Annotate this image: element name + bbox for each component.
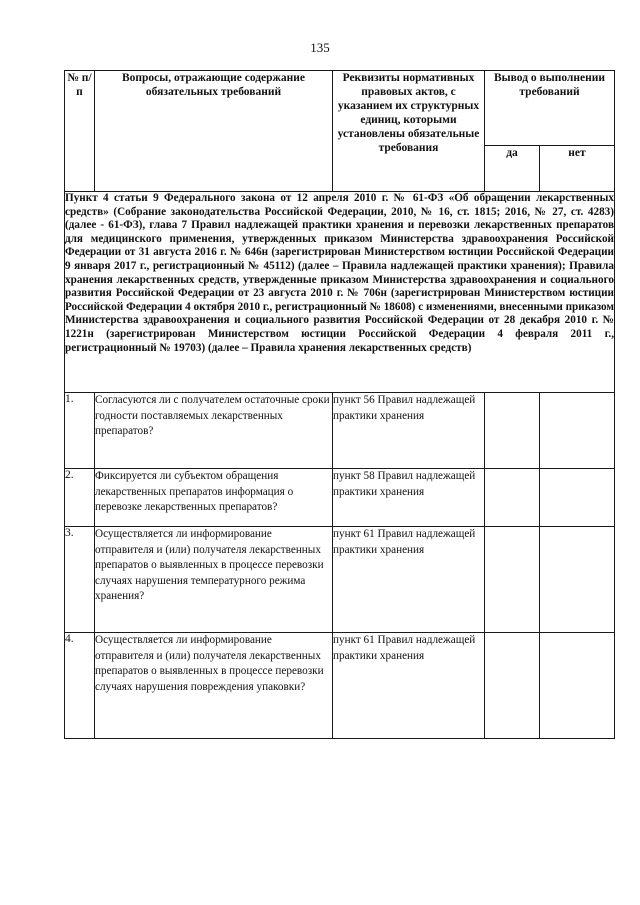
table-row <box>65 633 615 739</box>
row-yes-cell <box>485 469 540 527</box>
row-number: 2. <box>65 469 95 527</box>
table-header-row <box>65 71 615 146</box>
row-number: 4. <box>65 633 95 739</box>
header-yes: да <box>485 146 540 192</box>
row-question: Согласуются ли с получателем остаточные сроки годности поставляемых лекарственных препаратов? <box>95 393 333 469</box>
row-number: 3. <box>65 527 95 633</box>
header-no: нет <box>540 146 615 192</box>
row-yes-cell <box>485 633 540 739</box>
header-conclusion: Вывод о выполнении требований <box>485 71 615 146</box>
row-question: Осуществляется ли информирование отправителя и (или) получателя лекарственных препаратов о выявленных в процессе перевозки случаях нарушения повреждения упаковки? <box>95 633 333 739</box>
row-reference: пункт 56 Правил надлежащей практики хранения <box>333 393 485 469</box>
table-row <box>65 527 615 633</box>
row-no-cell <box>540 633 615 739</box>
page-number: 135 <box>310 40 330 55</box>
row-reference: пункт 61 Правил надлежащей практики хранения <box>333 527 485 633</box>
header-question: Вопросы, отражающие содержание обязательных требований <box>95 71 333 192</box>
row-question: Осуществляется ли информирование отправителя и (или) получателя лекарственных препаратов о выявленных в процессе перевозки случаях нарушения температурного режима хранения? <box>95 527 333 633</box>
row-yes-cell <box>485 393 540 469</box>
header-requisites: Реквизиты нормативных правовых актов, с указанием их структурных единиц, которыми установлены обязательные требования <box>333 71 485 192</box>
legal-basis-text: Пункт 4 статьи 9 Федерального закона от 12 апреля 2010 г. № 61-ФЗ «Об обращении лекарственных средств» (Собрание законодательства Российской Федерации, 2010, № 16, ст. 1815; 2016, № 27, ст. 4283) (далее - 61-ФЗ), глава 7 Правил надлежащей практики хранения и перевозки лекарственных препаратов для медицинского применения, утвержденных приказом Министерства здравоохранения Российской Федерации от 31 августа 2016 г. № 646н (зарегистрирован Министерством юстиции Российской Федерации 9 января 2017 г., регистрационный № 45112) (далее – Правила надлежащей практики хранения); Правила хранения лекарственных средств, утвержденные приказом Министерства здравоохранения и социального развития Российской Федерации от 23 августа 2010 г. № 706н (зарегистрирован Министерством юстиции Российской Федерации 4 октября 2010 г., регистрационный № 18608) с изменениями, внесенными приказом Министерства здравоохранения и социального развития Российской Федерации от 28 декабря 2010 г. № 1221н (зарегистрирован Министерством юстиции Российской Федерации 4 февраля 2011 г., регистрационный № 19703) (далее – Правила хранения лекарственных средств) <box>65 192 615 393</box>
table-row <box>65 469 615 527</box>
row-number: 1. <box>65 393 95 469</box>
row-question: Фиксируется ли субъектом обращения лекарственных препаратов информация о перевозке лекарственных препаратов? <box>95 469 333 527</box>
row-reference: пункт 61 Правил надлежащей практики хранения <box>333 633 485 739</box>
table-row <box>65 393 615 469</box>
row-no-cell <box>540 469 615 527</box>
row-no-cell <box>540 527 615 633</box>
row-reference: пункт 58 Правил надлежащей практики хранения <box>333 469 485 527</box>
row-yes-cell <box>485 527 540 633</box>
legal-basis-row <box>65 192 615 393</box>
header-number: № п/п <box>65 71 95 192</box>
requirements-table <box>64 70 615 739</box>
row-no-cell <box>540 393 615 469</box>
